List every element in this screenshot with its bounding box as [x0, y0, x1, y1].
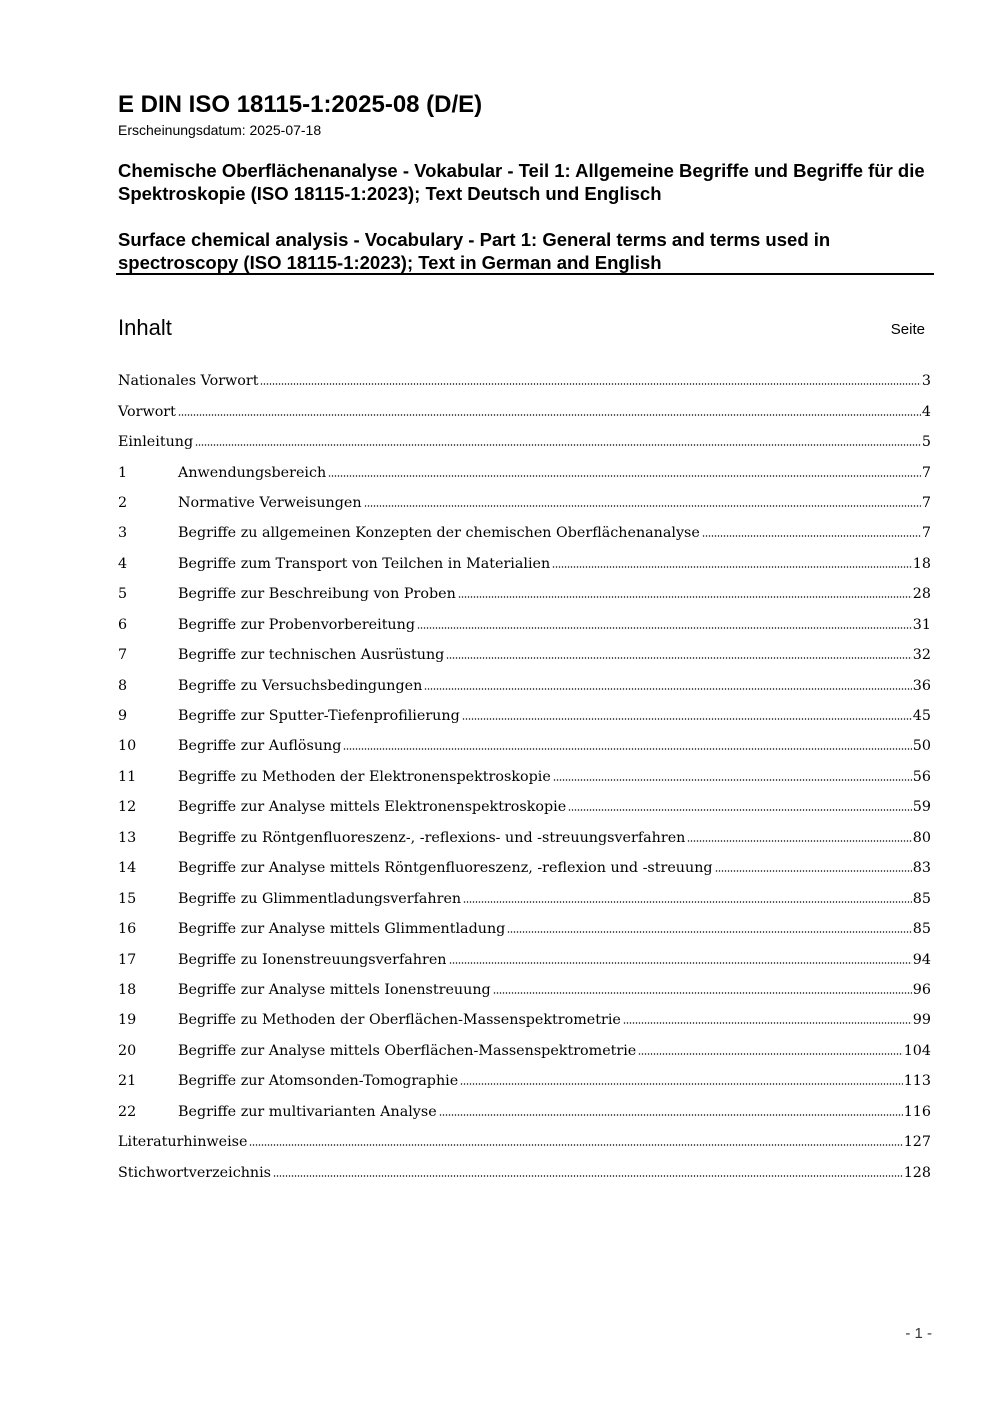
toc-entry[interactable] — [118, 457, 931, 487]
toc-entry-title[interactable]: Nationales Vorwort — [118, 373, 259, 390]
toc-entry-number: 5 — [118, 586, 128, 603]
toc-entry-number: 21 — [118, 1073, 137, 1090]
toc-dot-leader — [460, 1082, 903, 1086]
toc-entry[interactable] — [118, 1005, 931, 1035]
toc-entry[interactable] — [118, 883, 931, 913]
toc-entry-page: 7 — [921, 525, 931, 542]
toc-entry[interactable] — [118, 1127, 931, 1157]
toc-entry-title[interactable]: Anwendungsbereich — [178, 464, 327, 481]
toc-entry-title[interactable]: Begriffe zur Analyse mittels Ionenstreuung — [178, 981, 491, 998]
toc-entry-page: 5 — [921, 434, 931, 451]
toc-entry[interactable] — [118, 1157, 931, 1187]
toc-dot-leader — [715, 869, 912, 873]
toc-dot-leader — [493, 991, 912, 995]
toc-entry[interactable] — [118, 1066, 931, 1096]
header-divider — [116, 273, 934, 275]
toc-entry-page: 18 — [912, 555, 931, 572]
toc-entry-number: 2 — [118, 494, 128, 511]
toc-entry[interactable] — [118, 762, 931, 792]
toc-entry[interactable] — [118, 488, 931, 518]
toc-dot-leader — [568, 808, 912, 812]
toc-entry-title[interactable]: Begriffe zu Glimmentladungsverfahren — [178, 890, 462, 907]
toc-entry-title[interactable]: Literaturhinweise — [118, 1134, 248, 1151]
toc-dot-leader — [273, 1174, 903, 1178]
toc-entry-title[interactable]: Begriffe zur Atomsonden-Tomographie — [178, 1073, 459, 1090]
toc-entry[interactable] — [118, 366, 931, 396]
toc-entry-title[interactable]: Begriffe zu Versuchsbedingungen — [178, 677, 423, 694]
toc-dot-leader — [458, 595, 912, 599]
toc-entry[interactable] — [118, 518, 931, 548]
toc-entry[interactable] — [118, 1097, 931, 1127]
toc-entry-page: 50 — [912, 738, 931, 755]
toc-dot-leader — [249, 1143, 902, 1147]
toc-entry[interactable] — [118, 579, 931, 609]
toc-entry-page: 7 — [921, 464, 931, 481]
toc-entry-number: 19 — [118, 1012, 137, 1029]
toc-entry[interactable] — [118, 792, 931, 822]
page-number: - 1 - — [905, 1325, 932, 1342]
toc-entry-page: 4 — [921, 403, 931, 420]
toc-entry-title[interactable]: Begriffe zur Analyse mittels Elektronenspektroskopie — [178, 799, 567, 816]
toc-entry-title[interactable]: Begriffe zur technischen Ausrüstung — [178, 647, 445, 664]
toc-entry-number: 9 — [118, 708, 128, 725]
toc-page-column-label: Seite — [890, 321, 925, 338]
toc-entry-title[interactable]: Begriffe zu allgemeinen Konzepten der chemischen Oberflächenanalyse — [178, 525, 700, 542]
toc-entry-number: 16 — [118, 921, 137, 938]
toc-entry[interactable] — [118, 549, 931, 579]
toc-entry-title[interactable]: Begriffe zu Methoden der Oberflächen-Massenspektrometrie — [178, 1012, 621, 1029]
toc-entry-title[interactable]: Begriffe zur multivarianten Analyse — [178, 1103, 437, 1120]
toc-dot-leader — [364, 504, 921, 508]
toc-entry-page: 116 — [903, 1103, 931, 1120]
toc-entry-number: 11 — [118, 768, 137, 785]
toc-dot-leader — [260, 382, 920, 386]
toc-dot-leader — [623, 1021, 912, 1025]
toc-entry-page: 36 — [912, 677, 931, 694]
toc-entry-page: 85 — [912, 890, 931, 907]
toc-entry[interactable] — [118, 1036, 931, 1066]
toc-entry[interactable] — [118, 670, 931, 700]
toc-entry-title[interactable]: Begriffe zur Probenvorbereitung — [178, 616, 416, 633]
toc-entry[interactable] — [118, 853, 931, 883]
toc-entry-title[interactable]: Begriffe zu Röntgenfluoreszenz-, -reflexions- und -streuungsverfahren — [178, 829, 686, 846]
toc-entry-number: 6 — [118, 616, 128, 633]
toc-entry[interactable] — [118, 701, 931, 731]
toc-entry-page: 56 — [912, 768, 931, 785]
toc-entry-title[interactable]: Vorwort — [118, 403, 176, 420]
toc-entry-title[interactable]: Begriffe zur Analyse mittels Oberflächen-Massenspektrometrie — [178, 1042, 637, 1059]
toc-entry-title[interactable]: Begriffe zur Auflösung — [178, 738, 342, 755]
toc-entry-page: 31 — [912, 616, 931, 633]
toc-entry-title[interactable]: Begriffe zu Methoden der Elektronenspektroskopie — [178, 768, 551, 785]
toc-entry-number: 14 — [118, 860, 137, 877]
toc-dot-leader — [417, 626, 912, 630]
publication-date: Erscheinungsdatum: 2025-07-18 — [118, 122, 322, 138]
toc-entry[interactable] — [118, 823, 931, 853]
toc-entry-number: 15 — [118, 890, 137, 907]
document-id: E DIN ISO 18115-1:2025-08 (D/E) — [118, 91, 483, 118]
toc-entry-number: 7 — [118, 647, 128, 664]
toc-dot-leader — [449, 961, 912, 965]
toc-entry-page: 7 — [921, 494, 931, 511]
title-german: Chemische Oberflächenanalyse - Vokabular - Teil 1: Allgemeine Begriffe und Begriffe für die Spektroskopie (ISO 18115-1:2023); Text Deutsch und Englisch — [118, 160, 925, 204]
toc-dot-leader — [507, 930, 911, 934]
toc-entry-page: 28 — [912, 586, 931, 603]
toc-dot-leader — [553, 778, 912, 782]
toc-entry[interactable] — [118, 427, 931, 457]
toc-dot-leader — [702, 534, 921, 538]
toc-entry-title[interactable]: Begriffe zur Analyse mittels Glimmentladung — [178, 921, 506, 938]
toc-dot-leader — [178, 413, 921, 417]
toc-entry-title[interactable]: Begriffe zum Transport von Teilchen in Materialien — [178, 555, 551, 572]
toc-entry-page: 104 — [903, 1042, 931, 1059]
toc-dot-leader — [552, 565, 912, 569]
toc-entry-number: 8 — [118, 677, 128, 694]
toc-entry-page: 99 — [912, 1012, 931, 1029]
toc-entry-title[interactable]: Stichwortverzeichnis — [118, 1164, 272, 1181]
toc-entry-number: 4 — [118, 555, 128, 572]
toc-entry-title[interactable]: Begriffe zu Ionenstreuungsverfahren — [178, 951, 447, 968]
toc-entry-number: 20 — [118, 1042, 137, 1059]
toc-entry-number: 22 — [118, 1103, 137, 1120]
toc-dot-leader — [424, 687, 911, 691]
toc-dot-leader — [439, 1113, 903, 1117]
toc-entry-page: 127 — [903, 1134, 931, 1151]
toc-entry-title[interactable]: Begriffe zur Beschreibung von Proben — [178, 586, 456, 603]
title-english: Surface chemical analysis - Vocabulary - Part 1: General terms and terms used in spectroscopy (ISO 18115-1:2023); Text in German and English — [118, 229, 831, 273]
toc-dot-leader — [463, 900, 912, 904]
toc-dot-leader — [687, 839, 911, 843]
toc-entry[interactable] — [118, 610, 931, 640]
toc-entry-page: 113 — [903, 1073, 931, 1090]
toc-entry[interactable] — [118, 975, 931, 1005]
toc-entry-number: 17 — [118, 951, 137, 968]
toc-dot-leader — [446, 656, 911, 660]
toc-entry-page: 80 — [912, 829, 931, 846]
toc-entry-page: 32 — [912, 647, 931, 664]
toc-entry-number: 18 — [118, 981, 137, 998]
toc-entry-number: 13 — [118, 829, 137, 846]
toc-dot-leader — [343, 747, 911, 751]
toc-entry-page: 3 — [921, 373, 931, 390]
toc-entry-title[interactable]: Normative Verweisungen — [178, 494, 362, 511]
toc-dot-leader — [195, 443, 921, 447]
toc-entry-page: 45 — [912, 708, 931, 725]
toc-entry-number: 10 — [118, 738, 137, 755]
toc-entry-number: 1 — [118, 464, 128, 481]
toc-entry[interactable] — [118, 396, 931, 426]
toc-entry[interactable] — [118, 731, 931, 761]
toc-entry-number: 12 — [118, 799, 137, 816]
table-of-contents — [118, 366, 931, 1188]
toc-entry[interactable] — [118, 944, 931, 974]
toc-entry-page: 94 — [912, 951, 931, 968]
toc-dot-leader — [328, 474, 921, 478]
toc-entry-page: 128 — [903, 1164, 931, 1181]
toc-entry[interactable] — [118, 640, 931, 670]
toc-entry-page: 85 — [912, 921, 931, 938]
toc-entry[interactable] — [118, 914, 931, 944]
toc-dot-leader — [638, 1052, 902, 1056]
toc-entry-title[interactable]: Begriffe zur Sputter-Tiefenprofilierung — [178, 708, 460, 725]
toc-entry-title[interactable]: Begriffe zur Analyse mittels Röntgenfluoreszenz, -reflexion und -streuung — [178, 860, 713, 877]
toc-entry-title[interactable]: Einleitung — [118, 434, 194, 451]
toc-entry-page: 83 — [912, 860, 931, 877]
toc-entry-page: 96 — [912, 981, 931, 998]
toc-entry-page: 59 — [912, 799, 931, 816]
toc-heading: Inhalt — [118, 315, 172, 340]
toc-dot-leader — [462, 717, 912, 721]
toc-entry-number: 3 — [118, 525, 128, 542]
